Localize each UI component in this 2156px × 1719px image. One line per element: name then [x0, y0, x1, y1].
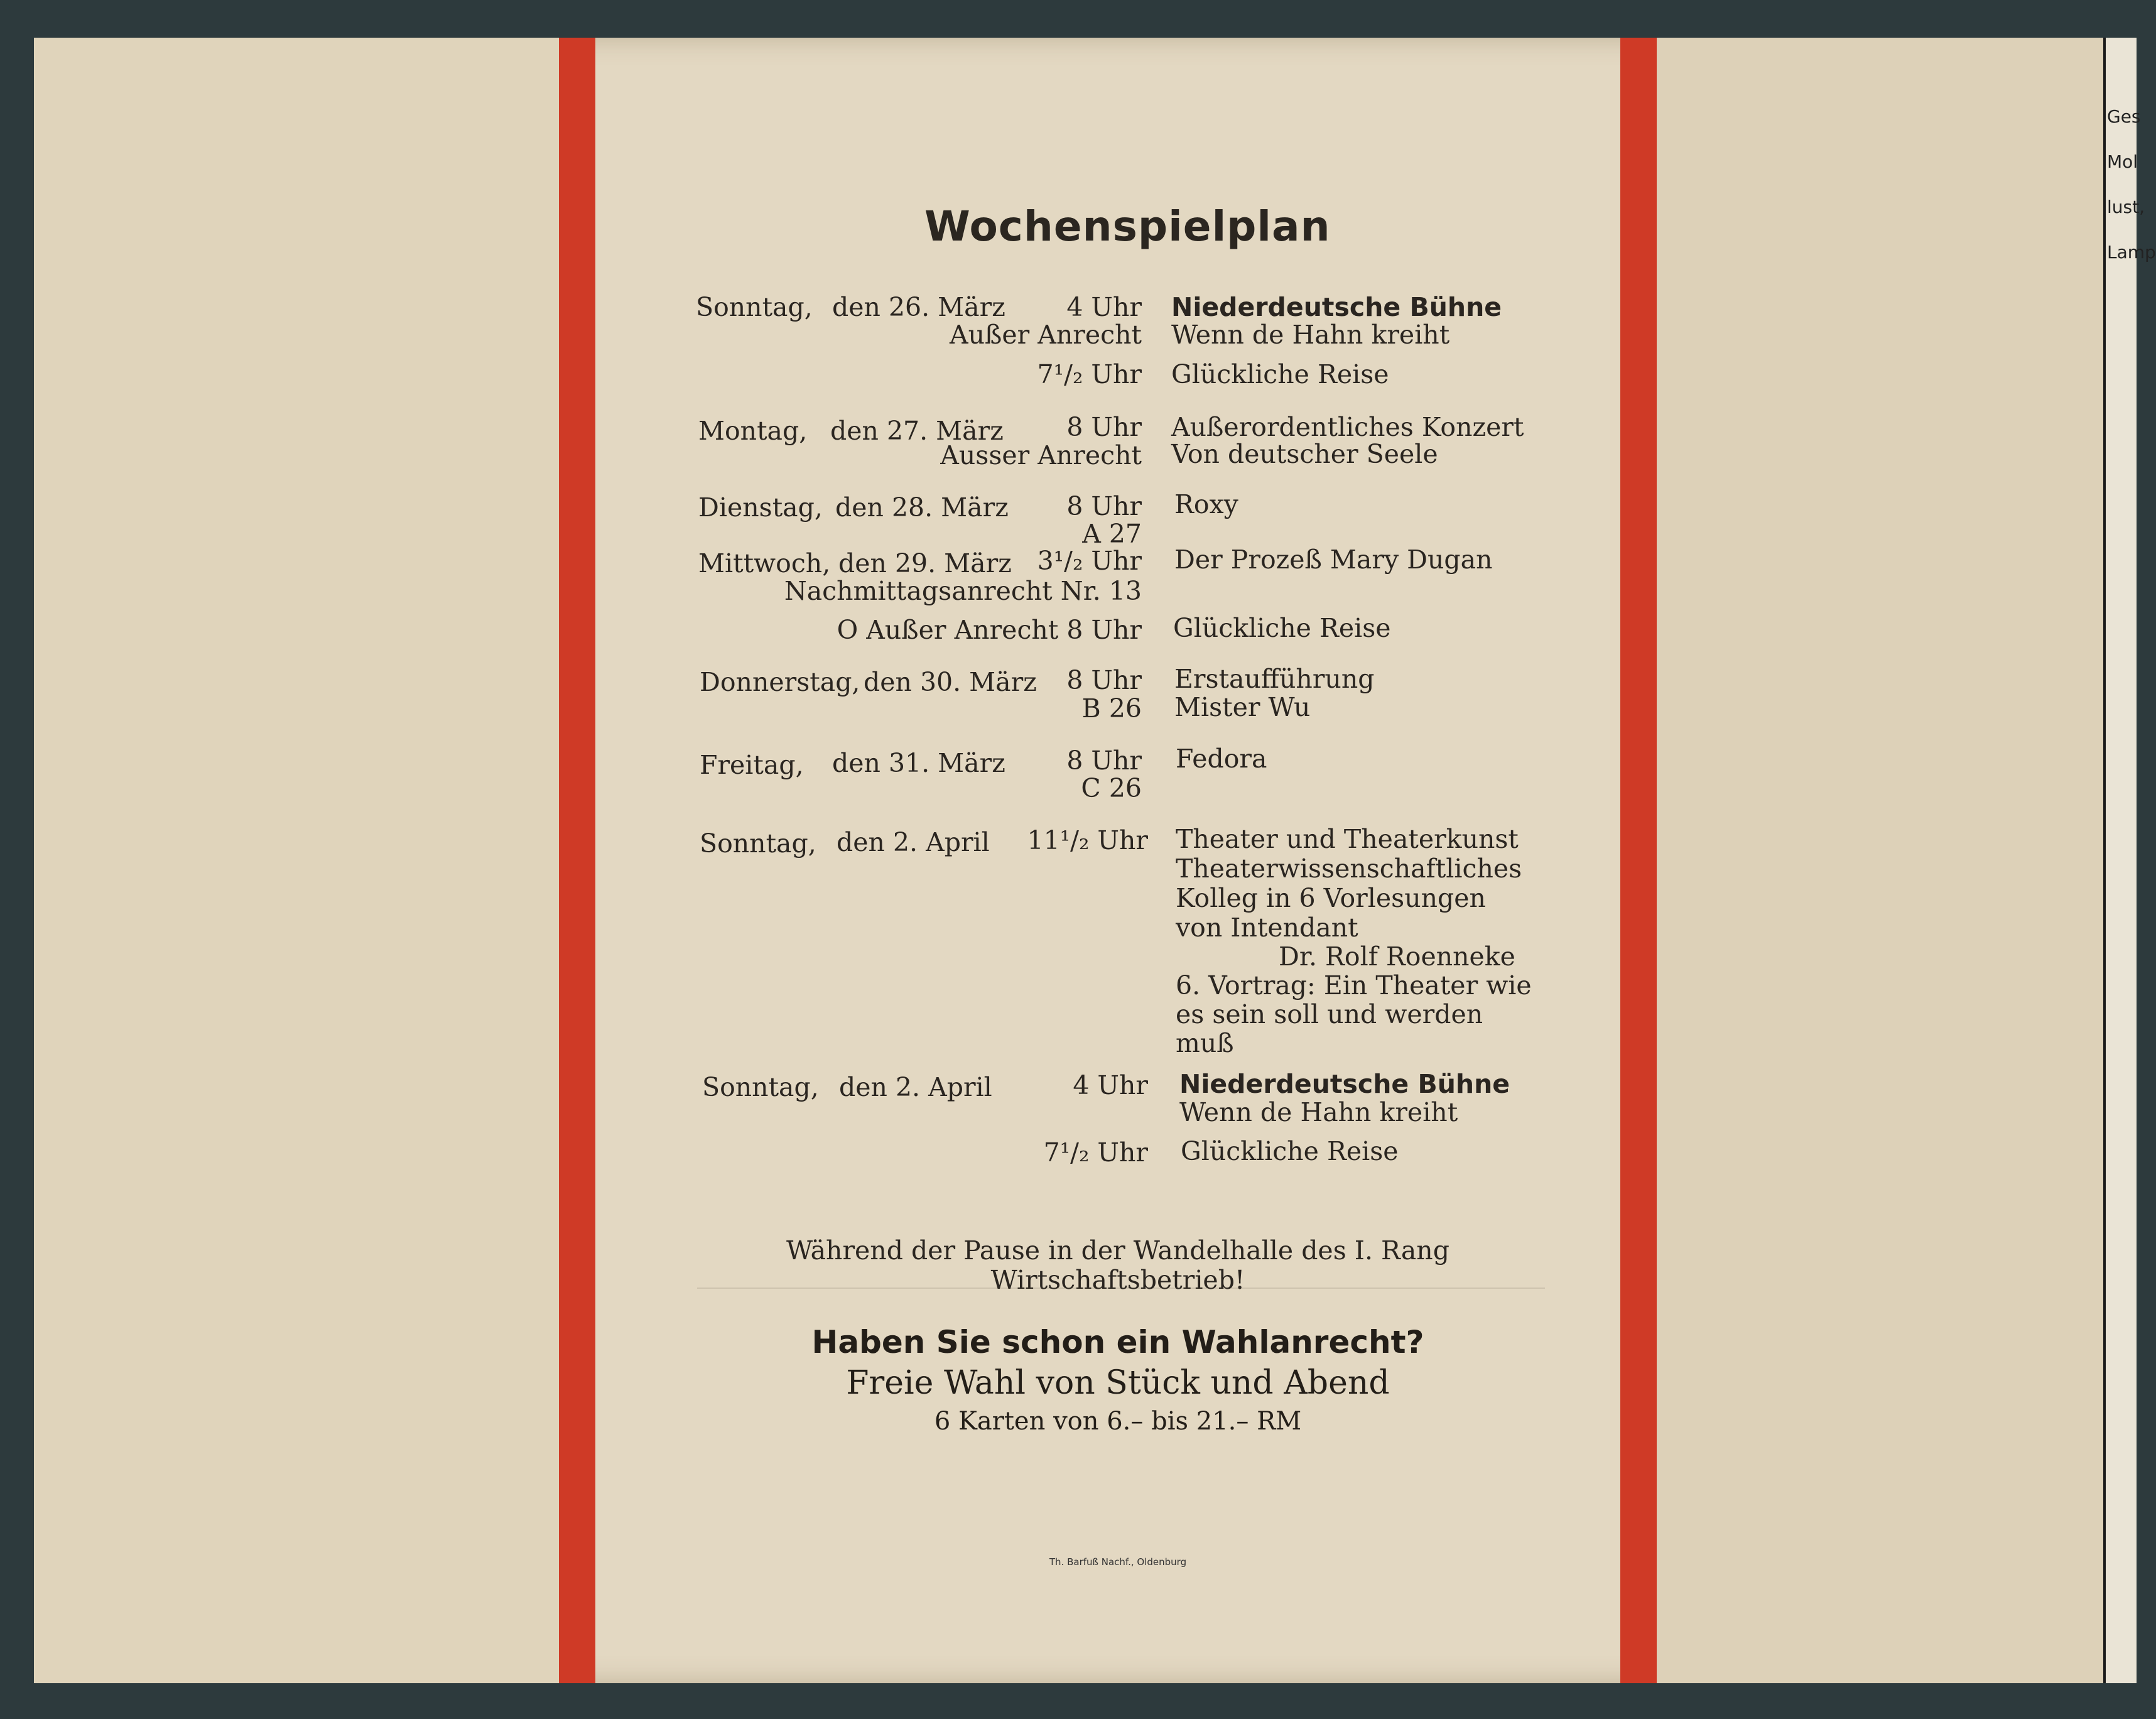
- entry-play-2: Wenn de Hahn kreiht: [1171, 320, 1450, 350]
- entry-line: 6. Vortrag: Ein Theater wie: [1176, 970, 1532, 1000]
- entry-play-2: Mister Wu: [1174, 692, 1311, 722]
- entry-play: Roxy: [1174, 489, 1238, 519]
- red-strip-left: [559, 38, 595, 1683]
- entry-line: es sein soll und werden: [1176, 999, 1483, 1029]
- entry-day: Freitag,: [700, 750, 804, 780]
- entry-time: 4 Uhr: [1066, 292, 1142, 322]
- entry-date: den 2. April: [839, 1072, 992, 1102]
- entry-play-2: Wenn de Hahn kreiht: [1179, 1097, 1458, 1127]
- entry-time: 8 Uhr: [1066, 665, 1142, 695]
- entry-play: Niederdeutsche Bühne: [1171, 292, 1502, 322]
- entry-date: den 2. April: [837, 827, 990, 857]
- pause-note-line-2: Wirtschaftsbetrieb!: [990, 1265, 1245, 1295]
- printer-imprint: Th. Barfuß Nachf., Oldenburg: [1049, 1556, 1187, 1568]
- entry-time: 4 Uhr: [1073, 1070, 1148, 1100]
- entry-time: 3¹/₂ Uhr: [1037, 546, 1142, 576]
- entry-time: 7¹/₂ Uhr: [1037, 359, 1142, 389]
- page-title: Wochenspielplan: [924, 202, 1331, 251]
- entry-line: von Intendant: [1176, 913, 1358, 943]
- entry-day: Sonntag,: [702, 1072, 819, 1102]
- entry-play-2: Von deutscher Seele: [1171, 439, 1438, 469]
- entry-play: Außerordentliches Konzert: [1171, 412, 1524, 442]
- entry-day: Donnerstag,: [700, 667, 860, 697]
- entry-day: Sonntag,: [696, 292, 813, 322]
- entry-date: den 28. März: [835, 492, 1009, 523]
- entry-play: Niederdeutsche Bühne: [1179, 1069, 1510, 1099]
- spine-text: [2107, 94, 2156, 275]
- entry-note: Ausser Anrecht: [940, 440, 1142, 470]
- entry-line: Theaterwissenschaftliches: [1176, 854, 1522, 884]
- entry-date: den 31. März: [832, 748, 1005, 778]
- subline: Freie Wahl von Stück und Abend: [846, 1364, 1390, 1402]
- faint-divider: [697, 1288, 1545, 1289]
- entry-date: den 30. März: [864, 667, 1037, 697]
- entry-play: Glückliche Reise: [1171, 359, 1389, 389]
- entry-time: 8 Uhr: [1066, 412, 1142, 442]
- entry-date: den 26. März: [832, 292, 1005, 322]
- entry-play: Fedora: [1176, 744, 1267, 774]
- red-strip-right: [1620, 38, 1657, 1683]
- entry-line: Dr. Rolf Roenneke: [1279, 941, 1515, 972]
- entry-play: Glückliche Reise: [1181, 1136, 1399, 1166]
- price-line: 6 Karten von 6.– bis 21.– RM: [934, 1407, 1302, 1436]
- entry-time: 7¹/₂ Uhr: [1043, 1137, 1148, 1168]
- entry-day: Montag,: [698, 416, 808, 446]
- entry-note: B 26: [1081, 693, 1142, 724]
- spine-line: Lamp: [2107, 242, 2156, 263]
- left-page-bleedthrough: [34, 38, 559, 1683]
- entry-time: 8 Uhr: [1066, 746, 1142, 776]
- entry-date: den 27. März: [830, 416, 1004, 446]
- spine-line: Mol: [2107, 151, 2138, 172]
- headline: Haben Sie schon ein Wahlanrecht?: [811, 1324, 1424, 1360]
- entry-time: 8 Uhr: [1066, 491, 1142, 521]
- entry-day: Dienstag,: [698, 492, 823, 523]
- entry-date: den 29. März: [838, 548, 1012, 578]
- entry-day: Mittwoch,: [698, 548, 831, 578]
- spine-line: Ges: [2107, 106, 2141, 127]
- entry-day: Sonntag,: [700, 828, 816, 859]
- entry-line: muß: [1176, 1028, 1234, 1058]
- right-page-bleedthrough: [1657, 38, 2103, 1683]
- entry-play: Der Prozeß Mary Dugan: [1174, 545, 1493, 575]
- entry-note: C 26: [1081, 773, 1142, 803]
- entry-line: Theater und Theaterkunst: [1176, 824, 1519, 854]
- entry-time: O Außer Anrecht 8 Uhr: [837, 615, 1142, 645]
- spine-line: lust,: [2107, 197, 2145, 217]
- book-spine: [2103, 38, 2156, 1683]
- pause-note-line-1: Während der Pause in der Wandelhalle des I. Rang: [786, 1235, 1449, 1266]
- entry-play: Glückliche Reise: [1173, 613, 1391, 643]
- entry-line: Kolleg in 6 Vorlesungen: [1176, 883, 1486, 913]
- entry-note: Außer Anrecht: [949, 320, 1142, 350]
- entry-time: 11¹/₂ Uhr: [1027, 825, 1148, 855]
- entry-note: Nachmittagsanrecht Nr. 13: [784, 576, 1142, 606]
- entry-play: Erstaufführung: [1174, 664, 1375, 694]
- entry-note: A 27: [1082, 519, 1142, 549]
